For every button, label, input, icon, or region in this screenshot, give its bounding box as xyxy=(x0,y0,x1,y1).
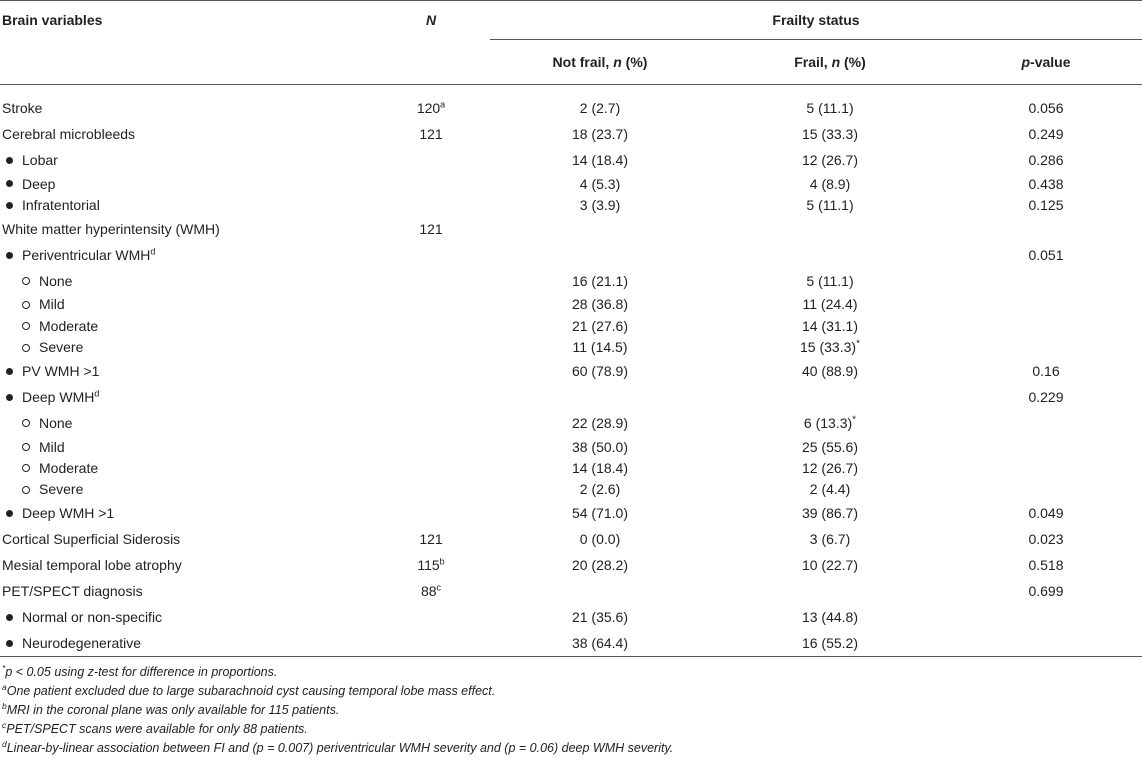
bullet-icon xyxy=(6,394,13,401)
row-label: Deep xyxy=(0,173,372,194)
footnote-c: $^c$PET/SPECT scans were available for only 88 patients. xyxy=(2,719,308,737)
table-row xyxy=(0,268,1142,294)
table-row xyxy=(0,457,1142,478)
row-not-frail: 18 (23.7) xyxy=(571,126,629,142)
row-label: Severe xyxy=(0,337,372,358)
col-header-n: N xyxy=(372,1,490,40)
row-n: 121 xyxy=(419,531,443,548)
table-row xyxy=(0,294,1142,315)
row-label: Moderate xyxy=(0,457,372,478)
row-label: Moderate xyxy=(0,315,372,336)
footnotes xyxy=(0,663,1142,758)
header-row-2 xyxy=(0,40,1142,85)
col-header-p-value: p-value xyxy=(950,40,1142,85)
table-row xyxy=(0,173,1142,194)
row-n: 115$^b$ xyxy=(417,556,445,574)
row-p-value: 0.438 xyxy=(1028,175,1064,192)
row-frail: 12 (26.7) xyxy=(801,460,859,477)
row-label: Infratentorial xyxy=(0,194,372,215)
footnote-star: *p < 0.05 using z-test for difference in proportions. xyxy=(2,662,278,680)
row-label: Cortical Superficial Siderosis xyxy=(2,531,181,548)
row-not-frail: 2 (2.7) xyxy=(579,100,621,116)
table-row xyxy=(0,578,1142,604)
row-p-value: 0.518 xyxy=(1028,557,1064,574)
row-label: Deep WMH$^d$ xyxy=(0,384,372,410)
bullet-icon xyxy=(6,252,13,259)
row-p-value: 0.249 xyxy=(1028,126,1064,142)
row-not-frail: 14 (18.4) xyxy=(571,152,629,168)
open-bullet-icon xyxy=(22,344,30,352)
table-row xyxy=(0,436,1142,457)
table-row xyxy=(0,604,1142,630)
row-label: PET/SPECT diagnosis xyxy=(2,583,143,600)
table-row xyxy=(0,358,1142,384)
row-frail: 5 (11.1) xyxy=(806,100,854,116)
row-frail: 40 (88.9) xyxy=(801,362,859,379)
table-row xyxy=(0,216,1142,242)
row-label: Periventricular WMH$^d$ xyxy=(0,242,372,268)
table-row xyxy=(0,500,1142,526)
row-frail: 14 (31.1) xyxy=(801,317,859,334)
row-frail: 10 (22.7) xyxy=(801,557,859,574)
row-not-frail: 60 (78.9) xyxy=(571,362,629,379)
row-not-frail: 4 (5.3) xyxy=(579,175,621,192)
row-label: Normal or non-specific xyxy=(0,604,372,630)
row-not-frail: 21 (35.6) xyxy=(571,609,629,626)
row-p-value: 0.16 xyxy=(1032,362,1060,379)
bullet-icon xyxy=(6,510,13,517)
row-label: Neurodegenerative xyxy=(0,630,372,657)
open-bullet-icon xyxy=(22,486,30,494)
table-row xyxy=(0,410,1142,436)
table-row xyxy=(0,147,1142,173)
row-label: Severe xyxy=(0,479,372,500)
open-bullet-icon xyxy=(22,277,30,285)
row-frail: 11 (24.4) xyxy=(802,296,858,313)
row-label: Lobar xyxy=(0,147,372,173)
row-frail: 16 (55.2) xyxy=(710,630,950,657)
row-label: Mild xyxy=(0,436,372,457)
row-frail: 2 (4.4) xyxy=(809,481,851,498)
row-not-frail: 38 (64.4) xyxy=(490,630,710,657)
row-p-value: 0.051 xyxy=(1028,246,1064,263)
bullet-icon xyxy=(6,614,13,621)
footnote-d: $^d$Linear-by-linear association between FI and (p = 0.007) periventricular WMH severity and (p = 0.06) deep WMH severity. xyxy=(2,738,674,756)
row-frail: 6 (13.3)* xyxy=(803,414,857,431)
table-row xyxy=(0,95,1142,121)
col-header-frailty-status: Frailty status xyxy=(490,1,1142,40)
table-row xyxy=(0,384,1142,410)
table-row xyxy=(0,526,1142,552)
row-not-frail: 3 (3.9) xyxy=(579,197,621,214)
row-n: 120$^a$ xyxy=(416,99,446,116)
row-label: Mild xyxy=(0,294,372,315)
table-row xyxy=(0,337,1142,358)
table-row xyxy=(0,194,1142,215)
footnote-b: $^b$MRI in the coronal plane was only available for 115 patients. xyxy=(2,700,340,718)
row-frail: 25 (55.6) xyxy=(801,438,859,455)
row-frail: 5 (11.1) xyxy=(806,272,854,289)
row-not-frail: 38 (50.0) xyxy=(571,438,629,455)
bullet-icon xyxy=(6,640,13,647)
open-bullet-icon xyxy=(22,464,30,472)
row-label: Cerebral microbleeds xyxy=(2,126,136,142)
open-bullet-icon xyxy=(22,322,30,330)
row-p-value: 0.286 xyxy=(1028,152,1064,168)
row-not-frail: 11 (14.5) xyxy=(572,339,628,356)
table-row xyxy=(0,552,1142,578)
open-bullet-icon xyxy=(22,443,30,451)
open-bullet-icon xyxy=(22,419,30,427)
table-row xyxy=(0,242,1142,268)
row-not-frail: 54 (71.0) xyxy=(571,505,629,522)
row-n: 121 xyxy=(419,126,443,142)
row-label: Deep WMH >1 xyxy=(0,500,372,526)
row-frail: 13 (44.8) xyxy=(801,609,859,626)
row-p-value: 0.056 xyxy=(1028,100,1064,116)
col-header-not-frail: Not frail, n (%) xyxy=(490,40,710,85)
row-label: PV WMH >1 xyxy=(0,358,372,384)
bullet-icon xyxy=(6,157,13,164)
table-row xyxy=(0,121,1142,147)
row-not-frail: 21 (27.6) xyxy=(571,317,629,334)
row-label: None xyxy=(0,268,372,294)
bullet-icon xyxy=(6,368,13,375)
row-label: White matter hyperintensity (WMH) xyxy=(2,220,220,237)
row-frail: 15 (33.3) xyxy=(801,126,859,142)
row-n: 121 xyxy=(419,220,443,237)
table-row xyxy=(0,630,1142,657)
header-row-1 xyxy=(0,1,1142,40)
row-frail: 5 (11.1) xyxy=(806,197,854,214)
row-p-value: 0.229 xyxy=(1028,388,1064,405)
row-not-frail: 16 (21.1) xyxy=(571,272,629,289)
table-row xyxy=(0,315,1142,336)
row-frail: 3 (6.7) xyxy=(809,531,851,548)
bullet-icon xyxy=(6,202,13,209)
row-not-frail: 28 (36.8) xyxy=(571,296,629,313)
open-bullet-icon xyxy=(22,301,30,309)
row-label: None xyxy=(0,410,372,436)
row-not-frail: 20 (28.2) xyxy=(571,557,629,574)
row-p-value: 0.699 xyxy=(1028,583,1064,600)
row-label: Mesial temporal lobe atrophy xyxy=(2,557,182,574)
row-not-frail: 22 (28.9) xyxy=(571,414,629,431)
row-frail: 15 (33.3)* xyxy=(800,338,860,356)
row-label: Stroke xyxy=(2,100,43,116)
col-header-frail: Frail, n (%) xyxy=(710,40,950,85)
bullet-icon xyxy=(6,180,13,187)
row-p-value: 0.023 xyxy=(1028,531,1064,548)
row-not-frail: 0 (0.0) xyxy=(579,531,621,548)
row-n: 88$^c$ xyxy=(420,582,442,600)
row-not-frail: 2 (2.6) xyxy=(579,481,621,498)
row-frail: 12 (26.7) xyxy=(801,152,859,168)
col-header-brain-variables: Brain variables xyxy=(0,1,372,40)
row-frail: 39 (86.7) xyxy=(801,505,859,522)
row-not-frail: 14 (18.4) xyxy=(571,460,629,477)
row-p-value: 0.125 xyxy=(1028,197,1064,214)
row-p-value: 0.049 xyxy=(1028,505,1064,522)
row-frail: 4 (8.9) xyxy=(809,175,851,192)
footnote-a: $^a$One patient excluded due to large subarachnoid cyst causing temporal lobe mass effect. xyxy=(2,681,496,699)
table-row xyxy=(0,479,1142,500)
